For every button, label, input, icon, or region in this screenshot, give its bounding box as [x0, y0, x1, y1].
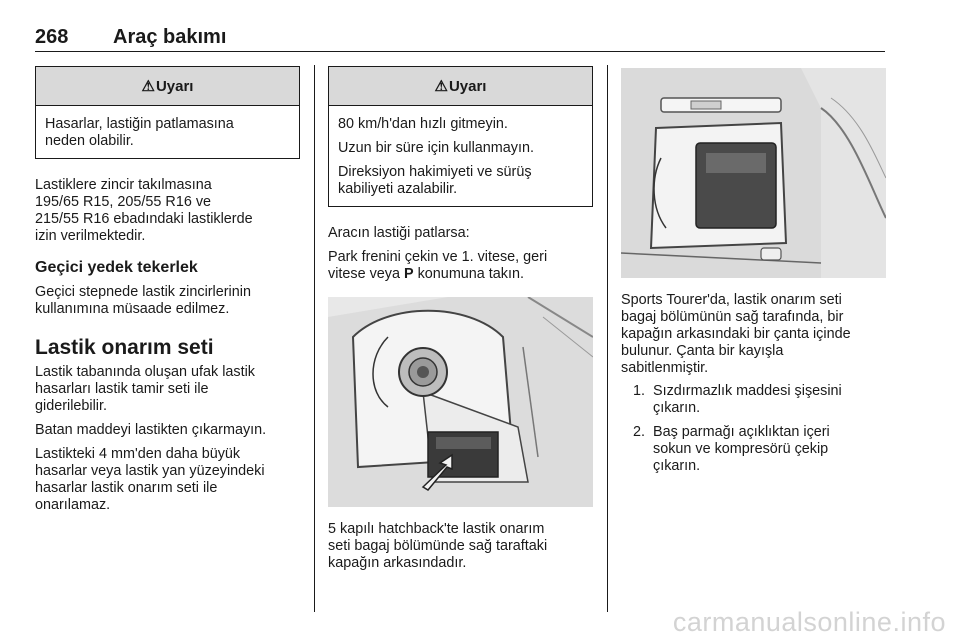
step-text: Sızdırmazlık maddesi şişesini çıkarın. — [653, 383, 842, 416]
sports-tourer-trunk-drawing — [621, 68, 886, 278]
warning-text: Hasarlar, lastiğin patlamasına neden olabilir. — [45, 116, 234, 149]
park-instruction: Park frenini çekin ve 1. vitese, geri vitese veya P konumuna takın. — [328, 249, 548, 282]
hatchback-trunk-illustration — [328, 297, 593, 507]
warning-title: Uyarı — [448, 77, 487, 95]
warning-body — [329, 106, 592, 206]
warning-box-speed — [328, 66, 593, 207]
column-3 — [621, 66, 886, 482]
column-2 — [328, 66, 593, 572]
chapter-title: Araç bakımı — [113, 26, 227, 48]
repair-paragraph-2: Batan maddeyi lastikten çıkarmayın. — [35, 422, 267, 438]
warning-body — [36, 106, 299, 158]
warning-header — [329, 67, 592, 106]
column-divider-1 — [314, 65, 315, 612]
removal-steps-list — [621, 383, 886, 475]
list-item — [621, 424, 886, 475]
column-divider-2 — [607, 65, 608, 612]
warning-duration-text: Uzun bir süre için kullanmayın. — [338, 140, 534, 156]
warning-handling-text: Direksiyon hakimiyeti ve sürüş kabiliyeti azalabilir. — [338, 164, 532, 197]
header-rule — [35, 51, 885, 52]
sports-tourer-trunk-illustration — [621, 68, 886, 278]
spare-wheel-paragraph: Geçici stepnede lastik zincirlerinin kullanımına müsaade edilmez. — [35, 284, 251, 317]
chains-paragraph: Lastiklere zincir takılmasına 195/65 R15, 205/55 R16 ve 215/55 R16 ebadındaki lastiklerde izin verilmektedir. — [35, 177, 253, 244]
warning-triangle-icon: ⚠ — [434, 77, 448, 95]
warning-box-damage — [35, 66, 300, 159]
hatchback-caption: 5 kapılı hatchback'te lastik onarım seti bagaj bölümünde sağ taraftaki kapağın arkasındadır. — [328, 521, 548, 571]
repair-paragraph-1: Lastik tabanında oluşan ufak lastik hasarları lastik tamir seti ile giderilebilir. — [35, 364, 255, 414]
warning-title: Uyarı — [155, 77, 194, 95]
spare-wheel-heading: Geçici yedek tekerlek — [35, 259, 198, 276]
gear-p-label: P — [404, 266, 414, 282]
list-item — [621, 383, 886, 417]
warning-header — [36, 67, 299, 106]
repair-paragraph-3: Lastikteki 4 mm'den daha büyük hasarlar veya lastik yan yüzeyindeki hasarlar lastik onarım seti ile onarılamaz. — [35, 446, 265, 513]
tyre-repair-kit-heading: Lastik onarım seti — [35, 336, 214, 359]
sports-tourer-caption: Sports Tourer'da, lastik onarım seti bagaj bölümünün sağ tarafında, bir kapağın arkasındaki bir çanta içinde bulunur. Çanta bir kayışla sabitlenmiştir. — [621, 292, 851, 376]
hatchback-trunk-drawing — [328, 297, 593, 507]
flat-tyre-text: Aracın lastiği patlarsa: — [328, 225, 470, 241]
watermark: carmanualsonline.info — [672, 607, 946, 637]
step-number: 2. — [632, 424, 645, 440]
column-1 — [35, 66, 300, 521]
warning-triangle-icon: ⚠ — [141, 77, 155, 95]
warning-speed-text: 80 km/h'dan hızlı gitmeyin. — [338, 116, 508, 132]
step-text: Baş parmağı açıklıktan içeri sokun ve kompresörü çekip çıkarın. — [653, 424, 830, 474]
page-number: 268 — [35, 26, 69, 48]
page-header — [35, 26, 885, 50]
step-number: 1. — [632, 383, 645, 399]
